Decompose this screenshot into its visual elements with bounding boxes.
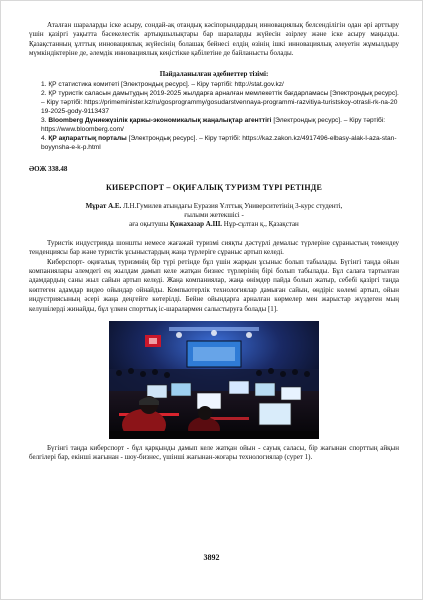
page-number: 3892 [203, 553, 220, 562]
reference-link-3[interactable]: https://www.bloomberg.com/ [41, 126, 124, 134]
reference-item-2: 2. ҚР туристік саласын дамытудың 2019-2025 жылдарға арналған мемлекеттік бағдарламасы [Электрондық ресурс]. – Кіру тәртібі: https://primeminister.kz/ru/gosprogrammy/gosudarstvennaya-programmi-razvitiya-turistskoy-otrasli-rk-na-2019-2025-gody-9113437 [41, 90, 399, 115]
supervisor-role: аға оқытушы [129, 219, 170, 228]
reference-link-1[interactable]: http://stat.gov.kz/ [234, 81, 284, 89]
references-list [29, 81, 399, 153]
after-figure-paragraph: Бүгінгі таңда киберспорт - бұл қарқынды дамып келе жатқан ойын - сауық саласы, бір жағынан спорттың айқын белгілері бар, екінші жағынан - шоу-бизнес, үшінші жағынан-жоғары технологиялар (сурет 1). [29, 443, 399, 462]
article-title: КИБЕРСПОРТ – ОҚИҒАЛЫҚ ТУРИЗМ ТҮРІ РЕТІНДЕ [105, 183, 323, 193]
authors-block [29, 202, 399, 229]
intro-paragraph: Аталған шараларды іске асыру, сондай-ақ отандық кәсіпорындардың инновациялық белсенділігін одан әрі арттыру үшін қазіргі уақытта бәсекелестік артықшылықтары бар шараларды жүйесін әзірлеу және іске асыру маңызды. Қазақстанның ұлттық инновациялық жүйесінің болашақ бейнесі елдің өзінің ішкі инновациялық әлеуетін жұмылдыру мүмкіндіктеріне де, әлемдік инновациялық кеңістікке қабілетіне де байланысты болады. [29, 21, 399, 58]
body-paragraph-1: Туристік индустрияда шоншты немесе жағажай туризмі сияқты дәстүрлі демалыс түрлеріне сұраныстың төмендеу тенденциясы бар және туристік ұсыныстардың жаңа түрлеріге сұраныс артып келеді. [29, 238, 399, 257]
reference-item-4: 4. ҚР ақпараттық порталы [Электрондық ресурс]. – Кіру тәртібі: https://kaz.zakon.kz/4917496-elbasy-alak-l-aza-stan-boyynsha-e-k-p.html [41, 135, 397, 152]
author-city: Нұр-сұлтан қ., Қазақстан [222, 219, 299, 228]
body-paragraph-2: Киберспорт- оқиғалық туризмнің бір түрі ретінде бұл үшін жарқын ұсыныс болып табылады. Бүгінгі таңда ойын компаниялары әлемдегі ең жылдам дамып келе жатқан бизнес түрлерінің бірі болып табылады. Бұл салаға тартылған адамдардың саны жыл сайын артып келеді. Жаңа компаниялар, жаңа өнімдер пайда болып жатыр, себебі қазіргі таңда көптеген адамдар видео ойындар ойнайды. Компьютерлік технологиялар дамыған сайын, өндіріс көлемі артып, ойын индустриясының әсері жаңа деңгейге көтерілді. Бейне ойындарға арналған көрмелер мен жарыстар жүздеген мың келушілерді жинайды, бұл үлкен спорттық іс-шаралармен салыстыруға болады [1]. [29, 257, 399, 313]
references-title: Пайдаланылған әдебиеттер тізімі: [159, 69, 269, 78]
udc-code: ӘОЖ 338.48 [29, 164, 68, 173]
author-name: Мұрат А.Е. [85, 201, 122, 210]
esports-arena-photo [109, 321, 319, 439]
reference-item-3: 3. Bloomberg Дүниежүзілік қаржы-экономикалық жаңалықтар агенттігі [Электрондық ресурс]. – Кіру тәртібі: https://www.bloomberg.com/ [41, 117, 386, 134]
supervisor-name: Қожахазар А.Ш. [169, 219, 223, 228]
reference-item-1: 1. ҚР статистика комитеті [Электрондық ресурс]. – Кіру тәртібі: http://stat.gov.kz/ [41, 81, 284, 89]
author-affiliation: Л.Н.Гумилев атындағы Еуразия Ұлттық Университетінің 3-курс студенті, [121, 201, 343, 210]
page-content [29, 21, 399, 463]
article-body [29, 239, 399, 314]
supervisor-prefix: ғылыми жетекшісі - [184, 210, 244, 219]
reference-link-2[interactable]: https://primeminister.kz/ru/gosprogrammy/gosudarstvennaya-programmi-razvitiya-turistskoy-otrasli-rk-na-2019-2025-gody-9113437 [41, 99, 398, 115]
reference-link-4[interactable]: https://kaz.zakon.kz/4917496-elbasy-alak-l-aza-stan-boyynsha-e-k-p.html [41, 135, 397, 152]
